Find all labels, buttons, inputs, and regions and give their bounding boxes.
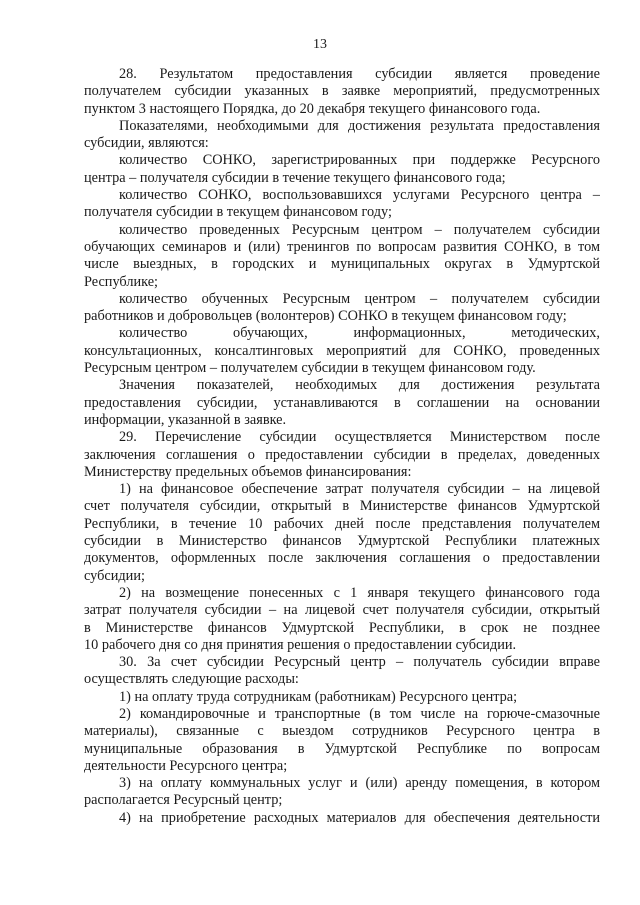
document-body xyxy=(84,66,600,827)
paragraph xyxy=(84,66,600,118)
text-line: 28. Результатом предоставления субсидии является проведение xyxy=(119,66,600,82)
paragraph xyxy=(84,429,600,481)
text-line: Республике; xyxy=(84,273,159,290)
text-line: получателя субсидии в текущем финансовом году; xyxy=(84,204,392,221)
text-line: документов, оформленных после заключения соглашения о предоставлении xyxy=(84,550,600,567)
text-line: осуществлять следующие расходы: xyxy=(84,671,299,688)
paragraph xyxy=(84,481,600,585)
paragraph xyxy=(84,222,600,291)
text-line: количество СОНКО, зарегистрированных при поддержке Ресурсного xyxy=(119,152,600,169)
text-line: количество проведенных Ресурсным центром – получателем субсидии xyxy=(119,221,600,238)
paragraph xyxy=(84,775,600,810)
text-line: Показателями, необходимыми для достижения результата предоставления xyxy=(119,117,600,134)
text-line: 30. За счет субсидии Ресурсный центр – получатель субсидии вправе xyxy=(119,654,600,671)
text-line: материалы), связанные с выездом сотрудников Ресурсного центра в xyxy=(84,723,600,740)
text-line: 2) командировочные и транспортные (в том числе на горюче-смазочные xyxy=(119,705,600,722)
text-line: Значения показателей, необходимых для достижения результата xyxy=(119,377,600,394)
text-line: 1) на финансовое обеспечение затрат получателя субсидии – на лицевой xyxy=(119,481,600,498)
text-line: располагается Ресурсный центр; xyxy=(84,792,283,809)
text-line: 29. Перечисление субсидии осуществляется Министерством после xyxy=(119,429,600,446)
paragraph xyxy=(84,654,600,689)
text-line: Ресурсным центром – получателем субсидии в текущем финансовом году. xyxy=(84,360,536,377)
text-line: 4) на приобретение расходных материалов для обеспечения деятельности xyxy=(119,809,600,826)
text-line: 10 рабочего дня со дня принятия решения о предоставлении субсидии. xyxy=(84,636,517,653)
text-line: 3) на оплату коммунальных услуг и (или) аренду помещения, в котором xyxy=(119,775,600,792)
text-line: количество СОНКО, воспользовавшихся услугами Ресурсного центра – xyxy=(119,187,600,204)
text-line: числе выездных, в городских и муниципальных округах в Удмуртской xyxy=(84,256,600,273)
text-line: центра – получателя субсидии в течение текущего финансового года; xyxy=(84,169,506,186)
paragraph xyxy=(84,810,600,827)
paragraph xyxy=(84,291,600,326)
text-line: работников и добровольцев (волонтеров) СОНКО в текущем финансовом году; xyxy=(84,308,567,325)
text-line: счет получателя субсидии, открытый в Министерстве финансов Удмуртской xyxy=(84,498,600,515)
paragraph xyxy=(84,325,600,377)
text-line: деятельности Ресурсного центра; xyxy=(84,757,288,774)
paragraph xyxy=(84,187,600,222)
paragraph xyxy=(84,585,600,654)
text-line: 2) на возмещение понесенных с 1 января текущего финансового года xyxy=(119,584,600,601)
text-line: 1) на оплату труда сотрудникам (работникам) Ресурсного центра; xyxy=(119,688,518,705)
paragraph xyxy=(84,152,600,187)
paragraph xyxy=(84,118,600,153)
text-line: Министерству предельных объемов финансирования: xyxy=(84,463,412,480)
text-line: консультационных, консалтинговых мероприятий для СОНКО, проведенных xyxy=(84,342,600,359)
paragraph xyxy=(84,706,600,775)
paragraph xyxy=(84,377,600,429)
paragraph xyxy=(84,689,600,706)
text-line: субсидии, являются: xyxy=(84,135,209,152)
text-line: количество обучающих, информационных, методических, xyxy=(119,325,600,342)
text-line: в Министерстве финансов Удмуртской Республики, в срок не позднее xyxy=(84,619,600,636)
text-line: получателем субсидии указанных в заявке мероприятий, предусмотренных xyxy=(84,83,600,100)
text-line: количество обученных Ресурсным центром – получателем субсидии xyxy=(119,290,600,307)
text-line: обучающих семинаров и (или) тренингов по вопросам развития СОНКО, в том xyxy=(84,238,600,255)
text-line: муниципальные образования в Удмуртской Республике по вопросам xyxy=(84,740,600,757)
text-line: затрат получателя субсидии – на лицевой счет получателя субсидии, открытый xyxy=(84,602,600,619)
page-number: 13 xyxy=(313,37,327,52)
text-line: предоставления субсидии, устанавливаются в соглашении на основании xyxy=(84,394,600,411)
text-line: заключения соглашения о предоставлении субсидии в пределах, доведенных xyxy=(84,446,600,463)
text-line: Республики, в течение 10 рабочих дней после представления получателем xyxy=(84,515,600,532)
text-line: информации, указанной в заявке. xyxy=(84,411,287,428)
text-line: пунктом 3 настоящего Порядка, до 20 декабря текущего финансового года. xyxy=(84,100,541,117)
text-line: субсидии в Министерство финансов Удмуртской Республики платежных xyxy=(84,533,600,550)
text-line: субсидии; xyxy=(84,567,145,584)
